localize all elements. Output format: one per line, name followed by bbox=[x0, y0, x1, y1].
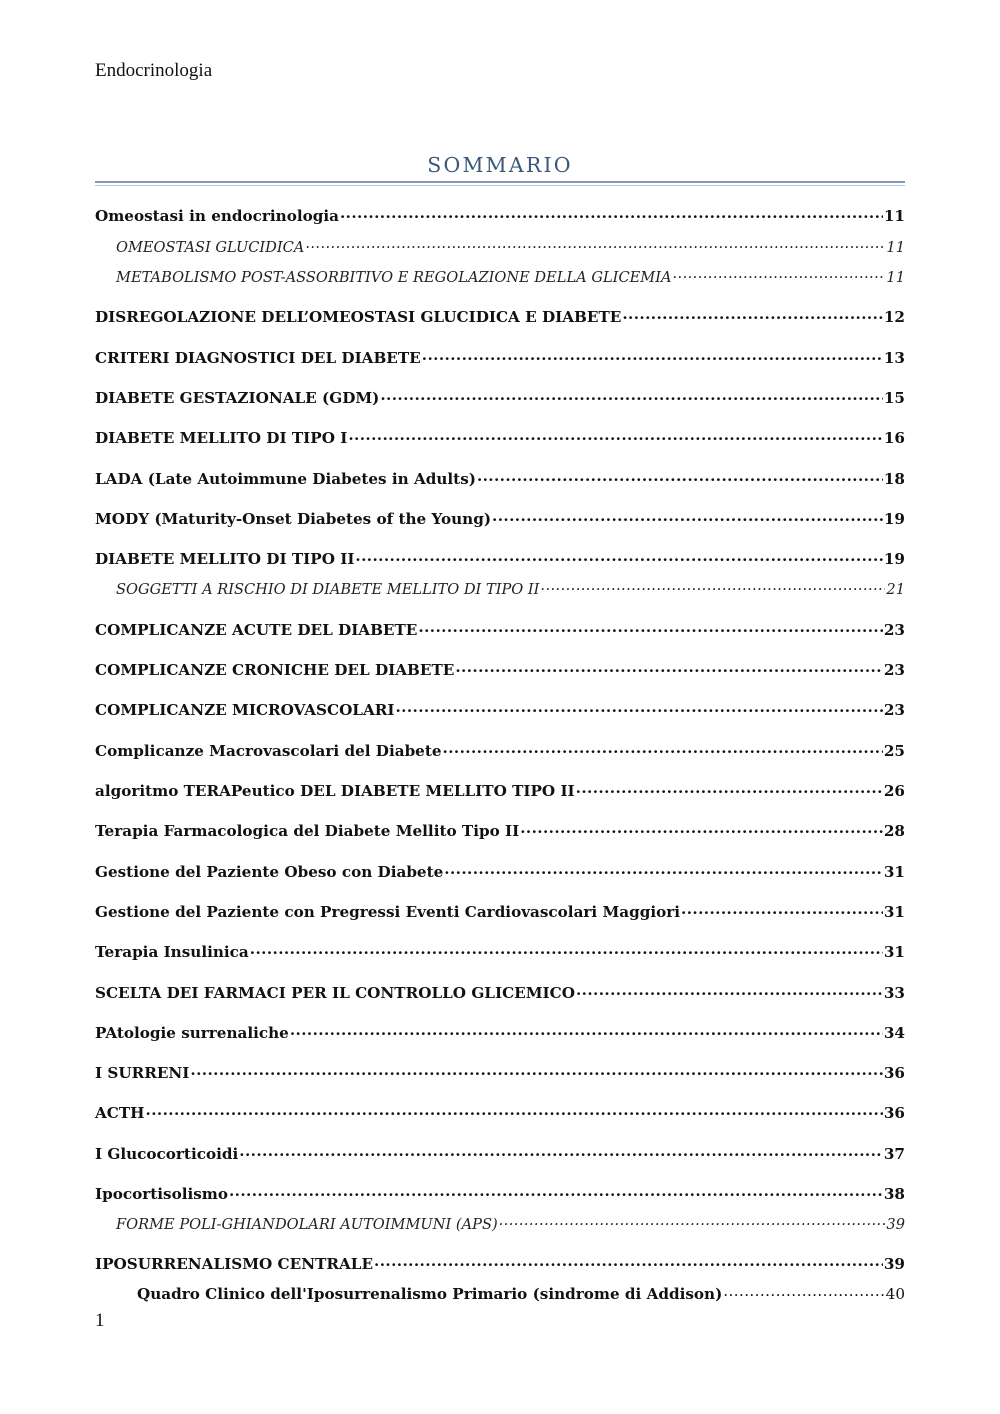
toc-entry-title: OMEOSTASI GLUCIDICA bbox=[116, 238, 305, 256]
toc-entry-page: 31 bbox=[883, 903, 905, 922]
toc-entry-page: 25 bbox=[883, 742, 905, 761]
toc-entry-title: IPOSURRENALISMO CENTRALE bbox=[95, 1255, 374, 1274]
toc-entry-title: METABOLISMO POST-ASSORBITIVO E REGOLAZIONE DELLA GLICEMIA bbox=[116, 268, 672, 286]
toc-entry-title: FORME POLI-GHIANDOLARI AUTOIMMUNI (APS) bbox=[116, 1215, 498, 1233]
toc-entry-title: Gestione del Paziente con Pregressi Eventi Cardiovascolari Maggiori bbox=[95, 903, 681, 922]
toc-entry-page: 23 bbox=[883, 701, 905, 720]
toc-entry-page: 36 bbox=[883, 1064, 905, 1083]
toc-leader-dots bbox=[455, 660, 883, 675]
toc-leader-dots bbox=[340, 206, 883, 221]
toc-entry[interactable] bbox=[95, 862, 905, 882]
toc-entry-title: COMPLICANZE CRONICHE DEL DIABETE bbox=[95, 661, 455, 680]
toc-entry[interactable] bbox=[116, 1214, 905, 1235]
toc-entry-page: 28 bbox=[883, 822, 905, 841]
toc-entry[interactable] bbox=[95, 700, 905, 720]
toc-entry[interactable] bbox=[95, 348, 905, 368]
toc-entry-title: SCELTA DEI FARMACI PER IL CONTROLLO GLICEMICO bbox=[95, 984, 575, 1003]
toc-entry-page: 18 bbox=[883, 470, 905, 489]
toc-leader-dots bbox=[380, 388, 883, 403]
toc-entry[interactable] bbox=[95, 469, 905, 489]
toc-leader-dots bbox=[305, 237, 885, 252]
toc-leader-dots bbox=[229, 1184, 883, 1199]
toc-entry-page: 11 bbox=[886, 238, 905, 256]
toc-entry-title: DIABETE GESTAZIONALE (GDM) bbox=[95, 389, 380, 408]
toc-entry[interactable] bbox=[116, 267, 905, 288]
toc-entry-title: Omeostasi in endocrinologia bbox=[95, 207, 339, 226]
toc-entry-title: ACTH bbox=[95, 1104, 145, 1123]
toc-entry-page: 23 bbox=[883, 661, 905, 680]
toc-leader-dots bbox=[146, 1103, 883, 1118]
toc-leader-dots bbox=[499, 1214, 886, 1229]
toc-leader-dots bbox=[418, 620, 882, 635]
toc-entry[interactable] bbox=[95, 781, 905, 801]
toc-leader-dots bbox=[576, 983, 883, 998]
toc-entry-title: I SURRENI bbox=[95, 1064, 190, 1083]
toc-entry[interactable] bbox=[95, 660, 905, 680]
toc-entry-title: I Glucocorticoidi bbox=[95, 1145, 239, 1164]
toc-leader-dots bbox=[673, 267, 886, 282]
toc-entry-page: 11 bbox=[886, 268, 905, 286]
toc-leader-dots bbox=[622, 307, 883, 322]
toc-entry-title: MODY (Maturity-Onset Diabetes of the Young) bbox=[95, 510, 492, 529]
toc-entry[interactable] bbox=[95, 307, 905, 327]
toc-entry-title: SOGGETTI A RISCHIO DI DIABETE MELLITO DI TIPO II bbox=[116, 580, 540, 598]
toc-entry-title: Complicanze Macrovascolari del Diabete bbox=[95, 742, 442, 761]
toc-entry-page: 23 bbox=[883, 621, 905, 640]
toc-entry-title: algoritmo TERAPeutico DEL DIABETE MELLITO TIPO II bbox=[95, 782, 575, 801]
toc-entry-page: 40 bbox=[885, 1285, 905, 1304]
toc-leader-dots bbox=[576, 781, 883, 796]
toc-entry[interactable] bbox=[137, 1284, 905, 1304]
toc-entry-title: CRITERI DIAGNOSTICI DEL DIABETE bbox=[95, 349, 421, 368]
page-number: 1 bbox=[95, 1310, 105, 1331]
toc-leader-dots bbox=[444, 862, 883, 877]
toc-entry-page: 26 bbox=[883, 782, 905, 801]
toc-entry-title: Ipocortisolismo bbox=[95, 1185, 228, 1204]
toc-entry[interactable] bbox=[95, 620, 905, 640]
toc-entry-page: 31 bbox=[883, 863, 905, 882]
toc-leader-dots bbox=[422, 348, 883, 363]
toc-entry-title: Terapia Insulinica bbox=[95, 943, 249, 962]
toc-leader-dots bbox=[355, 549, 882, 564]
toc-entry-title: DISREGOLAZIONE DELL’OMEOSTASI GLUCIDICA E DIABETE bbox=[95, 308, 622, 327]
toc-entry-page: 11 bbox=[883, 207, 905, 226]
toc-entry-page: 36 bbox=[883, 1104, 905, 1123]
toc-entry[interactable] bbox=[95, 509, 905, 529]
toc-entry-title: Quadro Clinico dell'Iposurrenalismo Primario (sindrome di Addison) bbox=[137, 1285, 723, 1304]
toc-entry-page: 37 bbox=[883, 1145, 905, 1164]
toc-entry-page: 39 bbox=[883, 1255, 905, 1274]
toc-entry-title: Gestione del Paziente Obeso con Diabete bbox=[95, 863, 444, 882]
toc-leader-dots bbox=[540, 579, 885, 594]
toc-entry-page: 34 bbox=[883, 1024, 905, 1043]
toc-entry-title: DIABETE MELLITO DI TIPO II bbox=[95, 550, 355, 569]
toc-entry[interactable] bbox=[95, 983, 905, 1003]
toc-leader-dots bbox=[250, 942, 883, 957]
toc-heading: SOMMARIO bbox=[427, 153, 573, 177]
toc-entry[interactable] bbox=[95, 1184, 905, 1204]
toc-entry-title: LADA (Late Autoimmune Diabetes in Adults) bbox=[95, 470, 476, 489]
toc-entry[interactable] bbox=[95, 428, 905, 448]
toc-entry-page: 16 bbox=[883, 429, 905, 448]
toc-leader-dots bbox=[190, 1063, 882, 1078]
toc-entry-title: Terapia Farmacologica del Diabete Mellito Tipo II bbox=[95, 822, 520, 841]
toc-leader-dots bbox=[681, 902, 883, 917]
toc-entry-page: 21 bbox=[886, 580, 905, 598]
toc-entry[interactable] bbox=[95, 1023, 905, 1043]
toc-entry-page: 31 bbox=[883, 943, 905, 962]
toc-entry-page: 15 bbox=[883, 389, 905, 408]
toc-leader-dots bbox=[290, 1023, 883, 1038]
toc-entry[interactable] bbox=[116, 237, 905, 258]
toc-entry-page: 38 bbox=[883, 1185, 905, 1204]
toc-entry[interactable] bbox=[95, 741, 905, 761]
toc-entry[interactable] bbox=[95, 549, 905, 569]
toc-leader-dots bbox=[443, 741, 883, 756]
toc-entry[interactable] bbox=[95, 902, 905, 922]
toc-entry[interactable] bbox=[95, 1254, 905, 1274]
toc-entry[interactable] bbox=[95, 942, 905, 962]
toc-entry[interactable] bbox=[95, 1144, 905, 1164]
toc-heading-rule bbox=[95, 181, 905, 183]
toc-entry[interactable] bbox=[95, 1103, 905, 1123]
toc-entry[interactable] bbox=[95, 206, 905, 226]
toc-entry-page: 12 bbox=[883, 308, 905, 327]
toc-leader-dots bbox=[239, 1144, 883, 1159]
toc-leader-dots bbox=[396, 700, 883, 715]
toc-heading-rule-secondary bbox=[95, 185, 905, 186]
toc-entry[interactable] bbox=[95, 1063, 905, 1083]
toc-entry-page: 19 bbox=[883, 510, 905, 529]
toc-entry-page: 33 bbox=[883, 984, 905, 1003]
toc-leader-dots bbox=[348, 428, 883, 443]
toc-entry-title: PAtologie surrenaliche bbox=[95, 1024, 289, 1043]
toc-entry[interactable] bbox=[116, 579, 905, 600]
toc-entry[interactable] bbox=[95, 821, 905, 841]
toc-leader-dots bbox=[520, 821, 883, 836]
toc-leader-dots bbox=[374, 1254, 883, 1269]
toc-entry-page: 13 bbox=[883, 349, 905, 368]
toc-entry-title: COMPLICANZE MICROVASCOLARI bbox=[95, 701, 395, 720]
toc-entry-page: 19 bbox=[883, 550, 905, 569]
toc-entry-title: DIABETE MELLITO DI TIPO I bbox=[95, 429, 348, 448]
toc-entry[interactable] bbox=[95, 388, 905, 408]
toc-leader-dots bbox=[723, 1284, 884, 1299]
running-header-title: Endocrinologia bbox=[95, 60, 213, 81]
toc-leader-dots bbox=[477, 469, 883, 484]
toc-leader-dots bbox=[492, 509, 883, 524]
toc-entry-page: 39 bbox=[886, 1215, 905, 1233]
toc-entry-title: COMPLICANZE ACUTE DEL DIABETE bbox=[95, 621, 418, 640]
